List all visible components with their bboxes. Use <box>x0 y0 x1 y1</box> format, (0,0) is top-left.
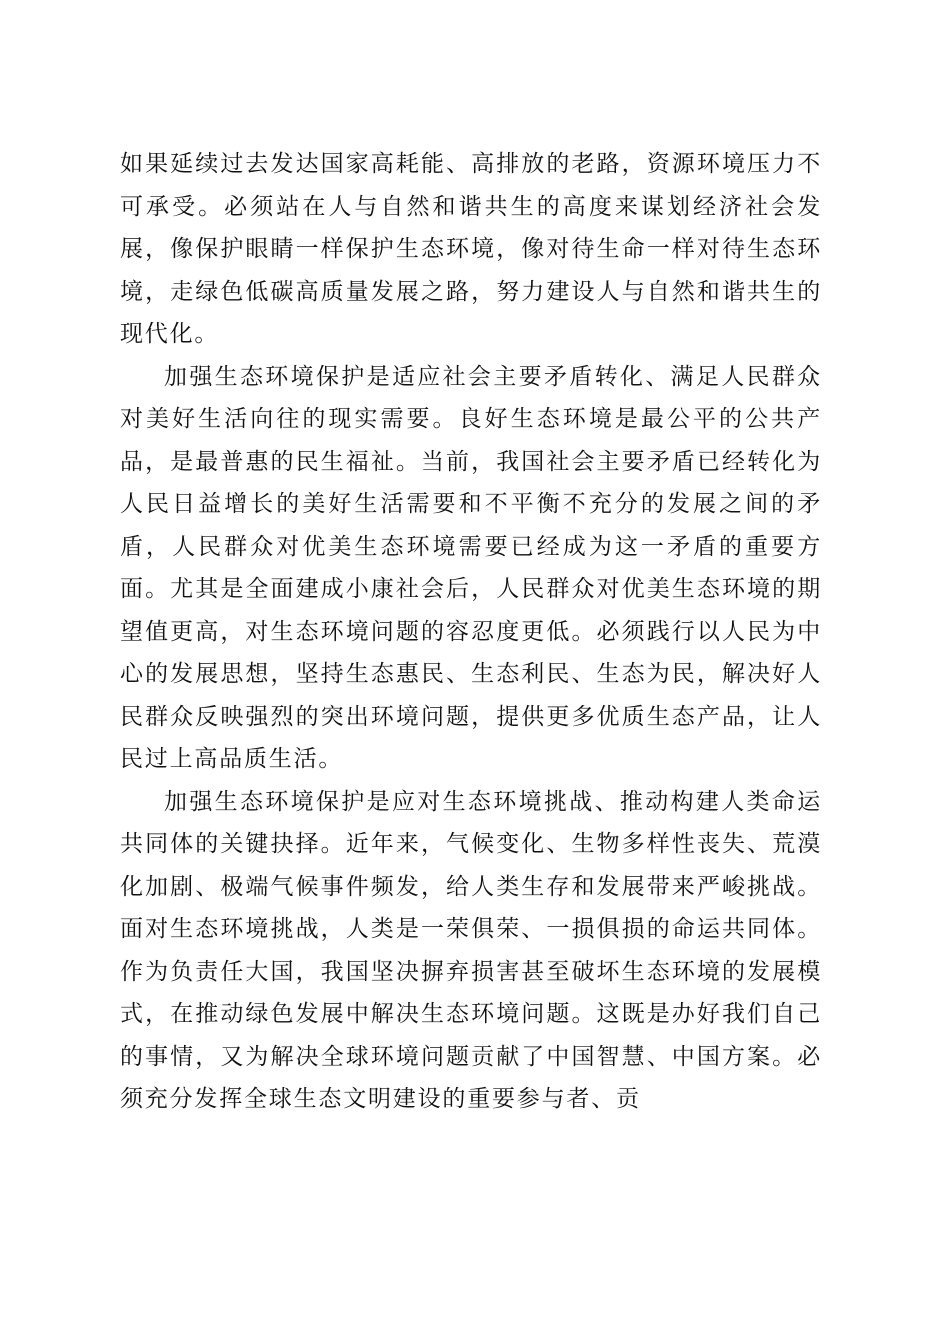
paragraph-social-contradiction: 加强生态环境保护是适应社会主要矛盾转化、满足人民群众对美好生活向往的现实需要。良好生态环境是最公平的公共产品，是最普惠的民生福祉。当前，我国社会主要矛盾已经转化为人民日益增长的美好生活需要和不平衡不充分的发展之间的矛盾，人民群众对优美生态环境需要已经成为这一矛盾的重要方面。尤其是全面建成小康社会后，人民群众对优美生态环境的期望值更高，对生态环境问题的容忍度更低。必须践行以人民为中心的发展思想，坚持生态惠民、生态利民、生态为民，解决好人民群众反映强烈的突出环境问题，提供更多优质生态产品，让人民过上高品质生活。 <box>120 363 822 772</box>
document-body <box>120 143 822 1121</box>
paragraph-continued: 如果延续过去发达国家高耗能、高排放的老路，资源环境压力不可承受。必须站在人与自然和谐共生的高度来谋划经济社会发展，像保护眼睛一样保护生态环境，像对待生命一样对待生态环境，走绿色低碳高质量发展之路，努力建设人与自然和谐共生的现代化。 <box>120 151 822 347</box>
paragraph-global-challenge: 加强生态环境保护是应对生态环境挑战、推动构建人类命运共同体的关键抉择。近年来，气候变化、生物多样性丧失、荒漠化加剧、极端气候事件频发，给人类生存和发展带来严峻挑战。面对生态环境挑战，人类是一荣俱荣、一损俱损的命运共同体。作为负责任大国，我国坚决摒弃损害甚至破坏生态环境的发展模式，在推动绿色发展中解决生态环境问题。这既是办好我们自己的事情，又为解决全球环境问题贡献了中国智慧、中国方案。必须充分发挥全球生态文明建设的重要参与者、贡 <box>120 788 822 1112</box>
